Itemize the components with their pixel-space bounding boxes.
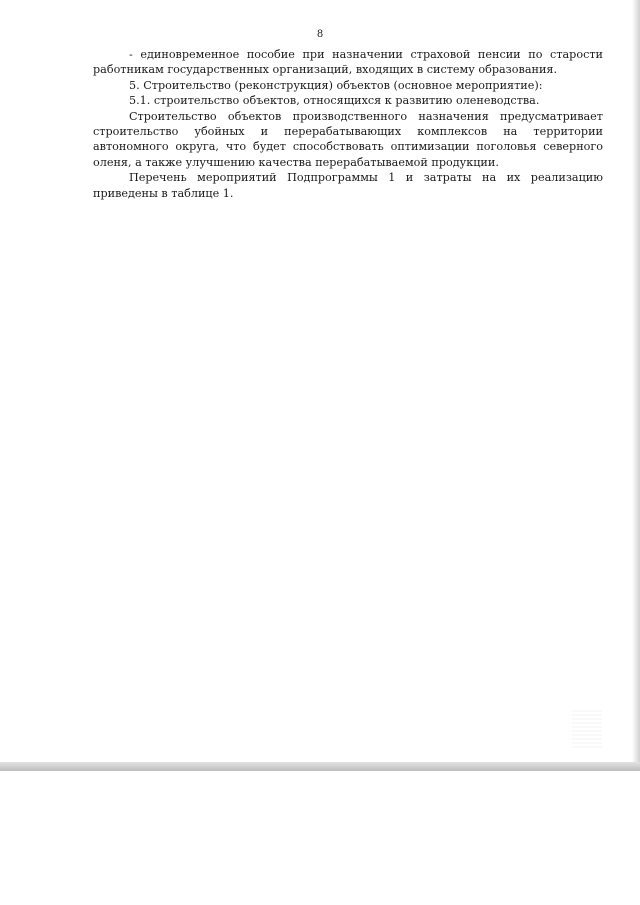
scan-artifact (572, 708, 602, 748)
paragraph-pension: - единовременное пособие при назначении страховой пенсии по старости работникам государственных организаций, входящих в систему образования. (93, 48, 603, 77)
paragraph-construction-heading: 5. Строительство (реконструкция) объектов (основное мероприятие): (129, 78, 543, 92)
scan-edge-shadow-right (632, 0, 640, 770)
scan-edge-shadow-bottom (0, 762, 640, 771)
paragraph-table-reference: Перечень мероприятий Подпрограммы 1 и затраты на их реализацию приведены в таблице 1. (93, 171, 603, 200)
paragraph-reindeer-objects: 5.1. строительство объектов, относящихся к развитию оленеводства. (129, 94, 540, 108)
document-body (93, 47, 603, 201)
paragraph-production-facilities: Строительство объектов производственного назначения предусматривает строительство убойных и перерабатывающих комплексов на территории автономного округа, что будет способствовать оптимизации поголовья северного оленя, а также улучшению качества перерабатываемой продукции. (93, 109, 603, 169)
page-number: 8 (316, 29, 324, 40)
